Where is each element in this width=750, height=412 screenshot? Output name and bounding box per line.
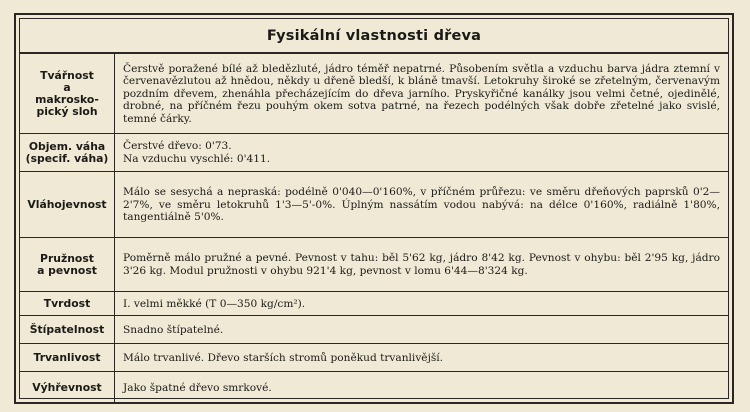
row-label-appearance: Tvářnost a makrosko- pický sloh	[20, 54, 115, 133]
row-label-durability: Trvanlivost	[20, 344, 115, 371]
table-inner-frame	[19, 18, 729, 399]
row-value-splitability	[115, 316, 728, 343]
row-label-moisture: Vláhojevnost	[20, 172, 115, 237]
row-value-calorific-value	[115, 372, 728, 404]
table-row	[20, 316, 728, 344]
row-label-calorific-value: Výhřevnost	[20, 372, 115, 404]
table-row	[20, 134, 728, 172]
table-row	[20, 238, 728, 292]
moisture-text: Málo se sesychá a nepraská: podélně 0'040—0'160%, v příčném průřezu: ve směru dřeňových paprsků 0'2—2'7%, ve směru letokruhů 1'3—5'-0%. Úplným nassátím vodou nabývá: na délce 0'160%, radiálně 1'80%, tangentiálně 5'0%.	[123, 186, 720, 224]
table-title: Fysikální vlastnosti dřeva	[266, 27, 482, 44]
row-value-moisture	[115, 172, 728, 237]
calorific-value-text: Jako špatné dřevo smrkové.	[123, 382, 272, 395]
table-row	[20, 172, 728, 238]
row-value-appearance	[115, 54, 728, 133]
density-text: Čerstvé dřevo: 0'73. Na vzduchu vyschlé: 0'411.	[123, 140, 271, 165]
table-row	[20, 292, 728, 316]
row-value-density	[115, 134, 728, 171]
row-label-density: Objem. váha (specif. váha)	[20, 134, 115, 171]
row-label-strength: Pružnost a pevnost	[20, 238, 115, 291]
appearance-text: Čerstvě poražené bílé až bledězluté, jádro téměř nepatrné. Působením světla a vzduchu barva jádra ztemní v červenavězlutou až hnědou, někdy u dřeně bledší, k bláně tmavší. Letokruhy široké se zřetelným, červenavým pozdním dřevem, zhenáhla přecházejícím do dřeva jarního. Pryskyřičné kanálky jsou velmi četné, ojedinělé, drobné, na příčném řezu pouhým okem sotva patrné, na řezech podélných však dobře zřetelné jako svislé, temné čárky.	[123, 62, 720, 125]
row-value-durability	[115, 344, 728, 371]
splitability-text: Snadno štípatelné.	[123, 323, 224, 336]
hardness-text: I. velmi měkké (T 0—350 kg/cm²).	[123, 297, 306, 310]
row-label-hardness: Tvrdost	[20, 292, 115, 315]
table-row	[20, 344, 728, 372]
table-row	[20, 54, 728, 134]
row-value-hardness	[115, 292, 728, 315]
properties-table	[20, 54, 728, 404]
table-frame	[14, 13, 734, 404]
table-row	[20, 372, 728, 404]
row-value-strength	[115, 238, 728, 291]
durability-text: Málo trvanlivé. Dřevo starších stromů poněkud trvanlivější.	[123, 351, 444, 364]
title-row	[20, 19, 728, 54]
row-label-splitability: Štípatelnost	[20, 316, 115, 343]
strength-text: Poměrně málo pružné a pevné. Pevnost v tahu: běl 5'62 kg, jádro 8'42 kg. Pevnost v ohybu: běl 2'95 kg, jádro 3'26 kg. Modul pružnosti v ohybu 921'4 kg, pevnost v lomu 6'44—8'324 kg.	[123, 252, 720, 277]
